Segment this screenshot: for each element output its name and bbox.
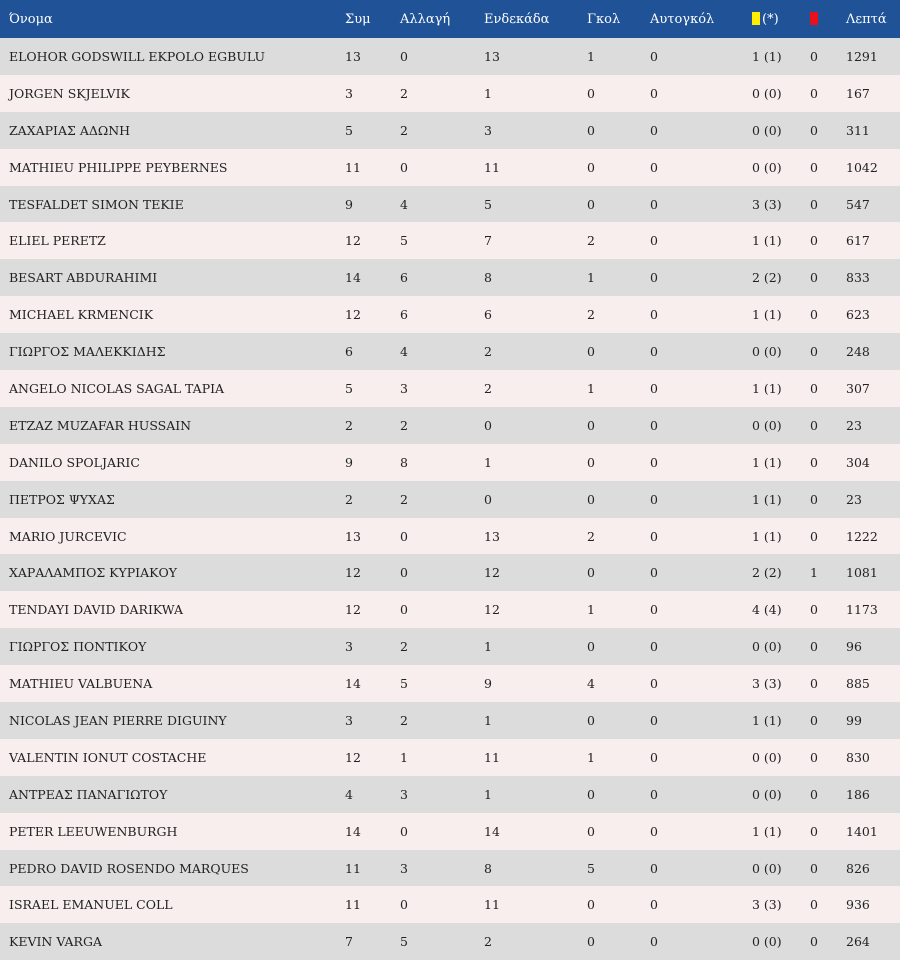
substitute-cell: 4 bbox=[400, 344, 408, 360]
player-name-cell: ΑΝΤΡΕΑΣ ΠΑΝΑΓΙΩΤΟΥ bbox=[9, 786, 168, 802]
minutes-cell: 1081 bbox=[846, 565, 878, 581]
yellow-cards-cell: 3 (3) bbox=[752, 676, 782, 692]
own-goals-cell: 0 bbox=[650, 676, 658, 692]
starting-cell: 11 bbox=[484, 749, 500, 765]
appearances-cell: 7 bbox=[345, 934, 353, 950]
player-name-cell: ANGELO NICOLAS SAGAL TAPIA bbox=[9, 380, 225, 396]
red-cards-cell: 0 bbox=[810, 860, 818, 876]
red-cards-cell: 0 bbox=[810, 602, 818, 618]
goals-cell: 2 bbox=[587, 307, 595, 323]
header-row bbox=[0, 0, 900, 38]
player-name-cell: TESFALDET SIMON TEKIE bbox=[9, 196, 184, 212]
table-row bbox=[0, 296, 900, 333]
minutes-cell: 1173 bbox=[846, 602, 878, 618]
player-name-cell: MATHIEU PHILIPPE PEYBERNES bbox=[9, 159, 228, 175]
goals-cell: 0 bbox=[587, 491, 595, 507]
starting-cell: 11 bbox=[484, 159, 500, 175]
table-row bbox=[0, 259, 900, 296]
player-name-cell: ΓΙΩΡΓΟΣ ΠΟΝΤΙΚΟΥ bbox=[9, 639, 147, 655]
yellow-cards-cell: 1 (1) bbox=[752, 48, 782, 64]
minutes-cell: 99 bbox=[846, 712, 862, 728]
player-name-cell: ETZAZ MUZAFAR HUSSAIN bbox=[9, 417, 192, 433]
red-cards-cell: 0 bbox=[810, 749, 818, 765]
yellow-cards-cell: 1 (1) bbox=[752, 307, 782, 323]
goals-cell: 1 bbox=[587, 749, 595, 765]
own-goals-cell: 0 bbox=[650, 159, 658, 175]
goals-cell: 1 bbox=[587, 48, 595, 64]
goals-cell: 4 bbox=[587, 676, 595, 692]
player-name-cell: NICOLAS JEAN PIERRE DIGUINY bbox=[9, 712, 227, 728]
table-row bbox=[0, 702, 900, 739]
red-cards-cell: 0 bbox=[810, 380, 818, 396]
player-name-cell: VALENTIN IONUT COSTACHE bbox=[9, 749, 207, 765]
red-cards-cell: 0 bbox=[810, 307, 818, 323]
substitute-cell: 0 bbox=[400, 48, 408, 64]
substitute-cell: 4 bbox=[400, 196, 408, 212]
substitute-cell: 0 bbox=[400, 528, 408, 544]
red-cards-cell: 0 bbox=[810, 344, 818, 360]
player-name-cell: PETER LEEUWENBURGH bbox=[9, 823, 178, 839]
minutes-cell: 1222 bbox=[846, 528, 878, 544]
starting-cell: 1 bbox=[484, 639, 492, 655]
red-cards-cell: 0 bbox=[810, 823, 818, 839]
red-cards-cell: 0 bbox=[810, 196, 818, 212]
player-name-cell: PEDRO DAVID ROSENDO MARQUES bbox=[9, 860, 249, 876]
appearances-cell: 12 bbox=[345, 565, 361, 581]
red-cards-cell: 0 bbox=[810, 122, 818, 138]
starting-cell: 1 bbox=[484, 786, 492, 802]
header-substitute[interactable]: Αλλαγή bbox=[400, 11, 451, 27]
appearances-cell: 11 bbox=[345, 897, 361, 913]
header-goals[interactable]: Γκολ bbox=[587, 11, 621, 27]
starting-cell: 2 bbox=[484, 934, 492, 950]
table-row bbox=[0, 481, 900, 518]
yellow-cards-cell: 4 (4) bbox=[752, 602, 782, 618]
table-row bbox=[0, 628, 900, 665]
table-body bbox=[0, 38, 900, 960]
appearances-cell: 12 bbox=[345, 602, 361, 618]
yellow-cards-cell: 0 (0) bbox=[752, 749, 782, 765]
substitute-cell: 8 bbox=[400, 454, 408, 470]
table-row bbox=[0, 665, 900, 702]
player-name-cell: ΓΙΩΡΓΟΣ ΜΑΛΕΚΚΙΔΗΣ bbox=[9, 344, 166, 360]
minutes-cell: 830 bbox=[846, 749, 870, 765]
appearances-cell: 11 bbox=[345, 159, 361, 175]
red-cards-cell: 0 bbox=[810, 417, 818, 433]
table-row bbox=[0, 75, 900, 112]
appearances-cell: 14 bbox=[345, 270, 361, 286]
minutes-cell: 936 bbox=[846, 897, 870, 913]
own-goals-cell: 0 bbox=[650, 565, 658, 581]
starting-cell: 1 bbox=[484, 454, 492, 470]
player-name-cell: ΧΑΡΑΛΑΜΠΟΣ ΚΥΡΙΑΚΟΥ bbox=[9, 565, 177, 581]
yellow-cards-cell: 1 (1) bbox=[752, 233, 782, 249]
minutes-cell: 23 bbox=[846, 491, 862, 507]
own-goals-cell: 0 bbox=[650, 897, 658, 913]
minutes-cell: 186 bbox=[846, 786, 870, 802]
starting-cell: 12 bbox=[484, 602, 500, 618]
appearances-cell: 12 bbox=[345, 233, 361, 249]
minutes-cell: 617 bbox=[846, 233, 870, 249]
goals-cell: 0 bbox=[587, 712, 595, 728]
own-goals-cell: 0 bbox=[650, 270, 658, 286]
yellow-cards-cell: 0 (0) bbox=[752, 85, 782, 101]
goals-cell: 0 bbox=[587, 85, 595, 101]
red-cards-cell: 0 bbox=[810, 159, 818, 175]
player-name-cell: ELOHOR GODSWILL EKPOLO EGBULU bbox=[9, 48, 266, 64]
appearances-cell: 5 bbox=[345, 380, 353, 396]
minutes-cell: 264 bbox=[846, 934, 870, 950]
starting-cell: 12 bbox=[484, 565, 500, 581]
red-cards-cell: 0 bbox=[810, 270, 818, 286]
own-goals-cell: 0 bbox=[650, 380, 658, 396]
minutes-cell: 623 bbox=[846, 307, 870, 323]
own-goals-cell: 0 bbox=[650, 122, 658, 138]
table-row bbox=[0, 776, 900, 813]
table-row bbox=[0, 518, 900, 555]
substitute-cell: 2 bbox=[400, 639, 408, 655]
goals-cell: 0 bbox=[587, 159, 595, 175]
yellow-cards-cell: 1 (1) bbox=[752, 380, 782, 396]
red-cards-cell: 0 bbox=[810, 85, 818, 101]
player-name-cell: BESART ABDURAHIMI bbox=[9, 270, 158, 286]
substitute-cell: 1 bbox=[400, 749, 408, 765]
substitute-cell: 0 bbox=[400, 565, 408, 581]
yellow-card-icon bbox=[752, 12, 760, 25]
goals-cell: 2 bbox=[587, 528, 595, 544]
minutes-cell: 23 bbox=[846, 417, 862, 433]
yellow-cards-cell: 0 (0) bbox=[752, 786, 782, 802]
minutes-cell: 304 bbox=[846, 454, 870, 470]
substitute-cell: 2 bbox=[400, 491, 408, 507]
table-row bbox=[0, 554, 900, 591]
appearances-cell: 3 bbox=[345, 639, 353, 655]
goals-cell: 1 bbox=[587, 602, 595, 618]
goals-cell: 0 bbox=[587, 565, 595, 581]
yellow-cards-cell: 3 (3) bbox=[752, 897, 782, 913]
yellow-cards-cell: 3 (3) bbox=[752, 196, 782, 212]
substitute-cell: 5 bbox=[400, 934, 408, 950]
substitute-cell: 2 bbox=[400, 417, 408, 433]
own-goals-cell: 0 bbox=[650, 85, 658, 101]
starting-cell: 6 bbox=[484, 307, 492, 323]
player-name-cell: MATHIEU VALBUENA bbox=[9, 676, 153, 692]
minutes-cell: 307 bbox=[846, 380, 870, 396]
player-name-cell: JORGEN SKJELVIK bbox=[9, 85, 130, 101]
appearances-cell: 2 bbox=[345, 417, 353, 433]
goals-cell: 0 bbox=[587, 454, 595, 470]
starting-cell: 13 bbox=[484, 48, 500, 64]
table-row bbox=[0, 222, 900, 259]
table-row bbox=[0, 149, 900, 186]
starting-cell: 3 bbox=[484, 122, 492, 138]
player-name-cell: TENDAYI DAVID DARIKWA bbox=[9, 602, 184, 618]
table-row bbox=[0, 38, 900, 75]
starting-cell: 5 bbox=[484, 196, 492, 212]
header-name[interactable]: Όνομα bbox=[9, 11, 53, 27]
yellow-cards-cell: 0 (0) bbox=[752, 639, 782, 655]
goals-cell: 0 bbox=[587, 934, 595, 950]
appearances-cell: 4 bbox=[345, 786, 353, 802]
appearances-cell: 2 bbox=[345, 491, 353, 507]
header-own-goals[interactable]: Αυτογκόλ bbox=[650, 11, 715, 27]
yellow-cards-cell: 1 (1) bbox=[752, 491, 782, 507]
substitute-cell: 5 bbox=[400, 233, 408, 249]
starting-cell: 11 bbox=[484, 897, 500, 913]
own-goals-cell: 0 bbox=[650, 934, 658, 950]
starting-cell: 8 bbox=[484, 270, 492, 286]
starting-cell: 9 bbox=[484, 676, 492, 692]
table-row bbox=[0, 370, 900, 407]
table-row bbox=[0, 186, 900, 223]
minutes-cell: 826 bbox=[846, 860, 870, 876]
starting-cell: 2 bbox=[484, 344, 492, 360]
appearances-cell: 12 bbox=[345, 307, 361, 323]
appearances-cell: 14 bbox=[345, 823, 361, 839]
own-goals-cell: 0 bbox=[650, 823, 658, 839]
table-row bbox=[0, 850, 900, 887]
own-goals-cell: 0 bbox=[650, 307, 658, 323]
table-row bbox=[0, 739, 900, 776]
substitute-cell: 2 bbox=[400, 122, 408, 138]
own-goals-cell: 0 bbox=[650, 491, 658, 507]
player-name-cell: ELIEL PERETZ bbox=[9, 233, 106, 249]
goals-cell: 1 bbox=[587, 270, 595, 286]
goals-cell: 5 bbox=[587, 860, 595, 876]
red-cards-cell: 0 bbox=[810, 676, 818, 692]
red-cards-cell: 0 bbox=[810, 712, 818, 728]
red-cards-cell: 0 bbox=[810, 454, 818, 470]
starting-cell: 0 bbox=[484, 417, 492, 433]
own-goals-cell: 0 bbox=[650, 602, 658, 618]
red-cards-cell: 1 bbox=[810, 565, 818, 581]
minutes-cell: 248 bbox=[846, 344, 870, 360]
starting-cell: 1 bbox=[484, 712, 492, 728]
starting-cell: 2 bbox=[484, 380, 492, 396]
own-goals-cell: 0 bbox=[650, 48, 658, 64]
red-cards-cell: 0 bbox=[810, 897, 818, 913]
red-cards-cell: 0 bbox=[810, 934, 818, 950]
player-name-cell: MICHAEL KRMENCIK bbox=[9, 307, 154, 323]
player-name-cell: ISRAEL EMANUEL COLL bbox=[9, 897, 173, 913]
appearances-cell: 12 bbox=[345, 749, 361, 765]
header-yellow-cards[interactable] bbox=[752, 0, 810, 38]
minutes-cell: 96 bbox=[846, 639, 862, 655]
starting-cell: 1 bbox=[484, 85, 492, 101]
header-starting[interactable]: Ενδεκάδα bbox=[484, 11, 550, 27]
minutes-cell: 547 bbox=[846, 196, 870, 212]
substitute-cell: 0 bbox=[400, 159, 408, 175]
starting-cell: 8 bbox=[484, 860, 492, 876]
minutes-cell: 1401 bbox=[846, 823, 878, 839]
goals-cell: 0 bbox=[587, 897, 595, 913]
appearances-cell: 9 bbox=[345, 454, 353, 470]
substitute-cell: 5 bbox=[400, 676, 408, 692]
yellow-cards-cell: 2 (2) bbox=[752, 270, 782, 286]
table-row bbox=[0, 813, 900, 850]
red-card-icon bbox=[810, 12, 818, 25]
substitute-cell: 3 bbox=[400, 380, 408, 396]
substitute-cell: 0 bbox=[400, 823, 408, 839]
table-row bbox=[0, 112, 900, 149]
table-header bbox=[0, 0, 900, 38]
goals-cell: 0 bbox=[587, 639, 595, 655]
own-goals-cell: 0 bbox=[650, 528, 658, 544]
substitute-cell: 0 bbox=[400, 602, 408, 618]
red-cards-cell: 0 bbox=[810, 48, 818, 64]
header-minutes[interactable]: Λεπτά bbox=[846, 11, 887, 27]
appearances-cell: 3 bbox=[345, 85, 353, 101]
red-cards-cell: 0 bbox=[810, 786, 818, 802]
red-cards-cell: 0 bbox=[810, 528, 818, 544]
yellow-cards-cell: 2 (2) bbox=[752, 565, 782, 581]
player-name-cell: ΠΕΤΡΟΣ ΨΥΧΑΣ bbox=[9, 491, 115, 507]
starting-cell: 14 bbox=[484, 823, 500, 839]
own-goals-cell: 0 bbox=[650, 417, 658, 433]
appearances-cell: 13 bbox=[345, 48, 361, 64]
substitute-cell: 6 bbox=[400, 307, 408, 323]
goals-cell: 0 bbox=[587, 417, 595, 433]
own-goals-cell: 0 bbox=[650, 749, 658, 765]
table-row bbox=[0, 444, 900, 481]
minutes-cell: 885 bbox=[846, 676, 870, 692]
minutes-cell: 833 bbox=[846, 270, 870, 286]
player-name-cell: DANILO SPOLJARIC bbox=[9, 454, 140, 470]
player-name-cell: MARIO JURCEVIC bbox=[9, 528, 127, 544]
own-goals-cell: 0 bbox=[650, 454, 658, 470]
appearances-cell: 3 bbox=[345, 712, 353, 728]
appearances-cell: 13 bbox=[345, 528, 361, 544]
header-appearances[interactable]: Συμ bbox=[345, 11, 371, 27]
yellow-cards-cell: 1 (1) bbox=[752, 712, 782, 728]
own-goals-cell: 0 bbox=[650, 344, 658, 360]
substitute-cell: 2 bbox=[400, 712, 408, 728]
substitute-cell: 3 bbox=[400, 786, 408, 802]
table-row bbox=[0, 923, 900, 960]
table-row bbox=[0, 886, 900, 923]
table-row bbox=[0, 591, 900, 628]
table-row bbox=[0, 407, 900, 444]
red-cards-cell: 0 bbox=[810, 491, 818, 507]
red-cards-cell: 0 bbox=[810, 233, 818, 249]
appearances-cell: 6 bbox=[345, 344, 353, 360]
substitute-cell: 3 bbox=[400, 860, 408, 876]
yellow-cards-cell: 0 (0) bbox=[752, 159, 782, 175]
starting-cell: 0 bbox=[484, 491, 492, 507]
substitute-cell: 0 bbox=[400, 897, 408, 913]
starting-cell: 7 bbox=[484, 233, 492, 249]
yellow-cards-cell: 1 (1) bbox=[752, 823, 782, 839]
own-goals-cell: 0 bbox=[650, 712, 658, 728]
goals-cell: 2 bbox=[587, 233, 595, 249]
minutes-cell: 1291 bbox=[846, 48, 878, 64]
own-goals-cell: 0 bbox=[650, 860, 658, 876]
goals-cell: 0 bbox=[587, 122, 595, 138]
yellow-cards-cell: 0 (0) bbox=[752, 344, 782, 360]
minutes-cell: 311 bbox=[846, 122, 870, 138]
goals-cell: 0 bbox=[587, 823, 595, 839]
substitute-cell: 2 bbox=[400, 85, 408, 101]
header-red-cards[interactable] bbox=[810, 0, 846, 38]
minutes-cell: 167 bbox=[846, 85, 870, 101]
appearances-cell: 9 bbox=[345, 196, 353, 212]
yellow-cards-cell: 0 (0) bbox=[752, 934, 782, 950]
goals-cell: 0 bbox=[587, 196, 595, 212]
goals-cell: 0 bbox=[587, 344, 595, 360]
goals-cell: 1 bbox=[587, 380, 595, 396]
starting-cell: 13 bbox=[484, 528, 500, 544]
yellow-cards-cell: 0 (0) bbox=[752, 860, 782, 876]
player-name-cell: KEVIN VARGA bbox=[9, 934, 102, 950]
header-yellow-suffix: (*) bbox=[762, 11, 779, 27]
own-goals-cell: 0 bbox=[650, 639, 658, 655]
yellow-cards-cell: 1 (1) bbox=[752, 454, 782, 470]
red-cards-cell: 0 bbox=[810, 639, 818, 655]
goals-cell: 0 bbox=[587, 786, 595, 802]
yellow-cards-cell: 1 (1) bbox=[752, 528, 782, 544]
substitute-cell: 6 bbox=[400, 270, 408, 286]
appearances-cell: 14 bbox=[345, 676, 361, 692]
own-goals-cell: 0 bbox=[650, 196, 658, 212]
minutes-cell: 1042 bbox=[846, 159, 878, 175]
yellow-cards-cell: 0 (0) bbox=[752, 417, 782, 433]
yellow-cards-cell: 0 (0) bbox=[752, 122, 782, 138]
player-name-cell: ΖΑΧΑΡΙΑΣ ΑΔΩΝΗ bbox=[9, 122, 131, 138]
table-row bbox=[0, 333, 900, 370]
appearances-cell: 11 bbox=[345, 860, 361, 876]
own-goals-cell: 0 bbox=[650, 233, 658, 249]
appearances-cell: 5 bbox=[345, 122, 353, 138]
own-goals-cell: 0 bbox=[650, 786, 658, 802]
